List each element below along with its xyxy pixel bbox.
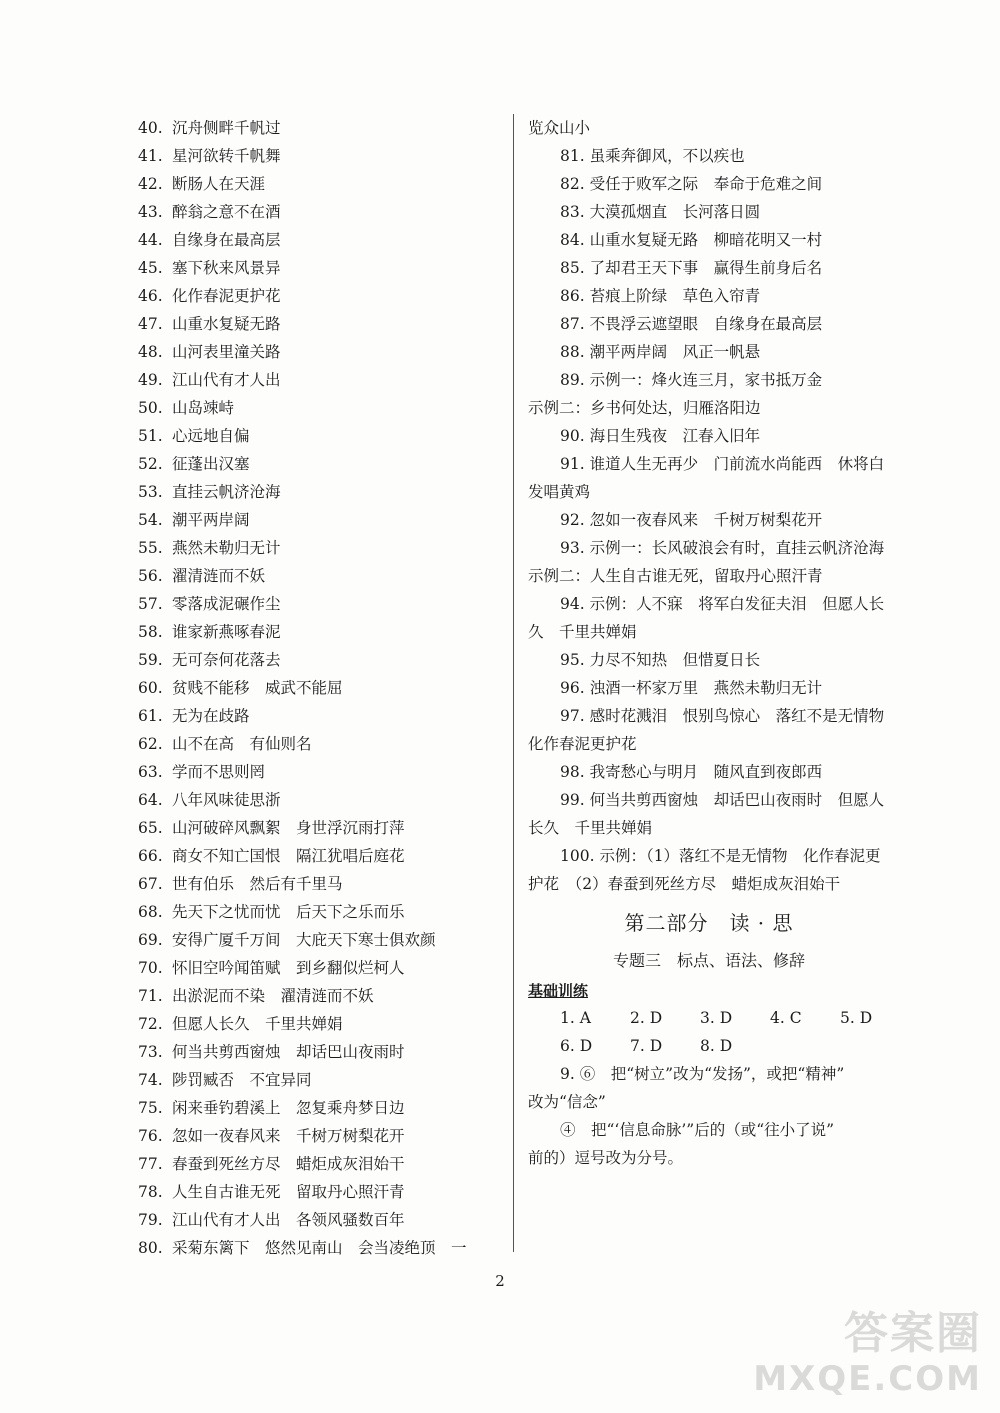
mc-answer: 4. C — [770, 1009, 802, 1027]
answer-number: 52. — [138, 455, 163, 473]
left-column — [138, 114, 510, 1262]
answer-line: 99. 何当共剪西窗烛 却话巴山夜雨时 但愿人 — [560, 791, 885, 809]
answer-item — [138, 674, 510, 702]
answer-number: 42. — [138, 175, 163, 193]
answer-number: 44. — [138, 231, 163, 249]
answer-item — [138, 590, 510, 618]
basic-training-heading: 基础训练 — [528, 982, 589, 1000]
answer-text: 但愿人长久 千里共婵娟 — [172, 1015, 343, 1033]
answer-number: 59. — [138, 651, 163, 669]
answer-text: 商女不知亡国恨 隔江犹唱后庭花 — [172, 847, 405, 865]
answer-line: 96. 浊酒一杯家万里 燕然未勒归无计 — [560, 679, 823, 697]
answer-text: 潮平两岸阔 — [172, 511, 250, 529]
answer-text: 山河表里潼关路 — [172, 343, 281, 361]
watermark-logo — [732, 1309, 982, 1405]
answer-item — [138, 982, 510, 1010]
answer-line: 87. 不畏浮云遮望眼 自缘身在最高层 — [560, 315, 823, 333]
answer-number: 67. — [138, 875, 163, 893]
answer-line: 示例二：乡书何处达，归雁洛阳边 — [528, 399, 761, 417]
answer-number: 63. — [138, 763, 163, 781]
page-number: 2 — [495, 1272, 505, 1290]
answer-text: 沉舟侧畔千帆过 — [172, 119, 281, 137]
column-divider — [513, 114, 514, 1252]
answer-item — [138, 226, 510, 254]
answer-number: 45. — [138, 259, 163, 277]
answer-line: 85. 了却君王天下事 赢得生前身后名 — [560, 259, 823, 277]
answer-item — [138, 366, 510, 394]
answer-line: 95. 力尽不知热 但惜夏日长 — [560, 651, 761, 669]
answer-text: 江山代有才人出 各领风骚数百年 — [172, 1211, 405, 1229]
answer-number: 77. — [138, 1155, 163, 1173]
watermark-top-text: 答案圈 — [844, 1308, 982, 1359]
answer-text: 山不在高 有仙则名 — [172, 735, 312, 753]
answer-item — [138, 450, 510, 478]
answer-line: 93. 示例一：长风破浪会有时，直挂云帆济沧海 — [560, 539, 885, 557]
answer-line: 81. 虽乘奔御风，不以疾也 — [560, 147, 745, 165]
answer-line: 82. 受任于败军之际 奉命于危难之间 — [560, 175, 823, 193]
mc-answer: 3. D — [700, 1009, 733, 1027]
answer-number: 71. — [138, 987, 163, 1005]
answer-line: 98. 我寄愁心与明月 随风直到夜郎西 — [560, 763, 823, 781]
answer-item — [138, 1150, 510, 1178]
watermark-bottom-text: MXQE.COM — [753, 1359, 982, 1399]
answer-number: 43. — [138, 203, 163, 221]
answer-line: 前的）逗号改为分号。 — [528, 1149, 684, 1167]
answer-text: 先天下之忧而忧 后天下之乐而乐 — [172, 903, 405, 921]
answer-text: 濯清涟而不妖 — [172, 567, 266, 585]
answer-item — [138, 870, 510, 898]
answer-item — [138, 534, 510, 562]
answer-number: 47. — [138, 315, 163, 333]
answer-item — [138, 338, 510, 366]
answer-line: 91. 谁道人生无再少 门前流水尚能西 休将白 — [560, 455, 885, 473]
answer-text: 八年风味徒思浙 — [172, 791, 281, 809]
answer-text: 征蓬出汉塞 — [172, 455, 250, 473]
answer-item — [138, 1178, 510, 1206]
right-column — [528, 114, 890, 1172]
answer-line: ④ 把“‘信息命脉’”后的（或“往小了说” — [560, 1121, 835, 1139]
answer-item — [138, 1038, 510, 1066]
answer-number: 64. — [138, 791, 163, 809]
answer-number: 79. — [138, 1211, 163, 1229]
answer-text: 怀旧空吟闻笛赋 到乡翻似烂柯人 — [172, 959, 405, 977]
answer-item — [138, 114, 510, 142]
topic-title: 专题三 标点、语法、修辞 — [612, 951, 805, 970]
answer-number: 65. — [138, 819, 163, 837]
answer-item — [138, 702, 510, 730]
answer-text: 学而不思则罔 — [172, 763, 266, 781]
answer-number: 54. — [138, 511, 163, 529]
mc-answers-row-1 — [528, 1004, 890, 1032]
right-answer-lines — [528, 114, 890, 898]
answer-line: 示例二：人生自古谁无死，留取丹心照汗青 — [528, 567, 823, 585]
answer-item — [138, 198, 510, 226]
answer-text: 忽如一夜春风来 千树万树梨花开 — [172, 1127, 405, 1145]
answer-line: 护花 （2）春蚕到死丝方尽 蜡炬成灰泪始干 — [528, 875, 841, 893]
answer-number: 73. — [138, 1043, 163, 1061]
answer-line: 发唱黄鸡 — [528, 483, 591, 501]
answer-item — [138, 618, 510, 646]
answer-item — [138, 422, 510, 450]
answer-number: 51. — [138, 427, 163, 445]
answer-number: 56. — [138, 567, 163, 585]
question-9-answer — [528, 1060, 890, 1172]
answer-text: 无为在歧路 — [172, 707, 250, 725]
answer-item — [138, 954, 510, 982]
answer-number: 48. — [138, 343, 163, 361]
answer-number: 58. — [138, 623, 163, 641]
answer-item — [138, 786, 510, 814]
answer-item — [138, 898, 510, 926]
answer-line: 长久 千里共婵娟 — [528, 819, 653, 837]
answer-number: 74. — [138, 1071, 163, 1089]
answer-item — [138, 1122, 510, 1150]
answer-text: 心远地自偏 — [172, 427, 250, 445]
answer-number: 69. — [138, 931, 163, 949]
answer-number: 41. — [138, 147, 163, 165]
answer-item — [138, 282, 510, 310]
answer-item — [138, 254, 510, 282]
answer-text: 无可奈何花落去 — [172, 651, 281, 669]
answer-number: 46. — [138, 287, 163, 305]
answer-text: 春蚕到死丝方尽 蜡炬成灰泪始干 — [172, 1155, 405, 1173]
answer-item — [138, 646, 510, 674]
answer-item — [138, 562, 510, 590]
answer-number: 80. — [138, 1239, 163, 1257]
answer-item — [138, 506, 510, 534]
answer-text: 闲来垂钓碧溪上 忽复乘舟梦日边 — [172, 1099, 405, 1117]
answer-number: 68. — [138, 903, 163, 921]
answer-item — [138, 170, 510, 198]
answer-line: 86. 苔痕上阶绿 草色入帘青 — [560, 287, 761, 305]
answer-text: 塞下秋来风景异 — [172, 259, 281, 277]
mc-answers-row-2 — [528, 1032, 890, 1060]
answer-item — [138, 1010, 510, 1038]
answer-item — [138, 1234, 510, 1262]
answer-item — [138, 730, 510, 758]
answer-number: 72. — [138, 1015, 163, 1033]
answer-line: 化作春泥更护花 — [528, 735, 637, 753]
answer-number: 66. — [138, 847, 163, 865]
mc-answer: 2. D — [630, 1009, 663, 1027]
answer-number: 62. — [138, 735, 163, 753]
answer-number: 57. — [138, 595, 163, 613]
answer-item — [138, 758, 510, 786]
answer-text: 安得广厦千万间 大庇天下寒士俱欢颜 — [172, 931, 436, 949]
answer-line: 92. 忽如一夜春风来 千树万树梨花开 — [560, 511, 823, 529]
answer-line: 94. 示例：人不寐 将军白发征夫泪 但愿人长 — [560, 595, 885, 613]
answer-number: 49. — [138, 371, 163, 389]
answer-item — [138, 310, 510, 338]
answer-text: 何当共剪西窗烛 却话巴山夜雨时 — [172, 1043, 405, 1061]
answer-line: 100. 示例：（1）落红不是无情物 化作春泥更 — [560, 847, 881, 865]
answer-line: 84. 山重水复疑无路 柳暗花明又一村 — [560, 231, 823, 249]
answer-text: 谁家新燕啄春泥 — [172, 623, 281, 641]
answer-line: 88. 潮平两岸阔 风正一帆悬 — [560, 343, 761, 361]
answer-item — [138, 478, 510, 506]
answer-text: 断肠人在天涯 — [172, 175, 266, 193]
answer-line: 83. 大漠孤烟直 长河落日圆 — [560, 203, 761, 221]
answer-item — [138, 1206, 510, 1234]
answer-line: 改为“信念” — [528, 1093, 606, 1111]
answer-text: 醉翁之意不在酒 — [172, 203, 281, 221]
answer-number: 78. — [138, 1183, 163, 1201]
answer-text: 陟罚臧否 不宜异同 — [172, 1071, 312, 1089]
answer-line: 90. 海日生残夜 江春入旧年 — [560, 427, 761, 445]
answer-text: 自缘身在最高层 — [172, 231, 281, 249]
answer-text: 贫贱不能移 威武不能屈 — [172, 679, 343, 697]
answer-number: 70. — [138, 959, 163, 977]
answer-number: 55. — [138, 539, 163, 557]
answer-number: 61. — [138, 707, 163, 725]
answer-item — [138, 1094, 510, 1122]
mc-answer: 6. D — [560, 1037, 593, 1055]
answer-item — [138, 926, 510, 954]
answer-number: 75. — [138, 1099, 163, 1117]
mc-answer: 8. D — [700, 1037, 733, 1055]
answer-text: 人生自古谁无死 留取丹心照汗青 — [172, 1183, 405, 1201]
answer-text: 世有伯乐 然后有千里马 — [172, 875, 343, 893]
answer-line: 览众山小 — [528, 119, 591, 137]
answer-text: 江山代有才人出 — [172, 371, 281, 389]
answer-text: 出淤泥而不染 濯清涟而不妖 — [172, 987, 374, 1005]
answer-text: 山河破碎风飘絮 身世浮沉雨打萍 — [172, 819, 405, 837]
answer-number: 76. — [138, 1127, 163, 1145]
mc-answer: 1. A — [560, 1009, 591, 1027]
answer-text: 燕然未勒归无计 — [172, 539, 281, 557]
answer-line: 97. 感时花溅泪 恨别鸟惊心 落红不是无情物 — [560, 707, 885, 725]
answer-text: 直挂云帆济沧海 — [172, 483, 281, 501]
answer-item — [138, 394, 510, 422]
answer-item — [138, 814, 510, 842]
answer-text: 采菊东篱下 悠然见南山 会当凌绝顶 一 — [172, 1239, 467, 1257]
answer-number: 60. — [138, 679, 163, 697]
answer-number: 40. — [138, 119, 163, 137]
answer-text: 化作春泥更护花 — [172, 287, 281, 305]
mc-answer: 5. D — [840, 1009, 873, 1027]
answer-line: 89. 示例一：烽火连三月，家书抵万金 — [560, 371, 823, 389]
answer-item — [138, 842, 510, 870]
answer-text: 山岛竦峙 — [172, 399, 235, 417]
answer-text: 山重水复疑无路 — [172, 315, 281, 333]
answer-number: 50. — [138, 399, 163, 417]
answer-line: 久 千里共婵娟 — [528, 623, 637, 641]
answer-text: 零落成泥碾作尘 — [172, 595, 281, 613]
answer-item — [138, 142, 510, 170]
answer-number: 53. — [138, 483, 163, 501]
part-title: 第二部分 读 · 思 — [624, 911, 794, 935]
mc-answer: 7. D — [630, 1037, 663, 1055]
answer-line: 9. ⑥ 把“树立”改为“发扬”，或把“精神” — [560, 1065, 845, 1083]
answer-text: 星河欲转千帆舞 — [172, 147, 281, 165]
answer-item — [138, 1066, 510, 1094]
